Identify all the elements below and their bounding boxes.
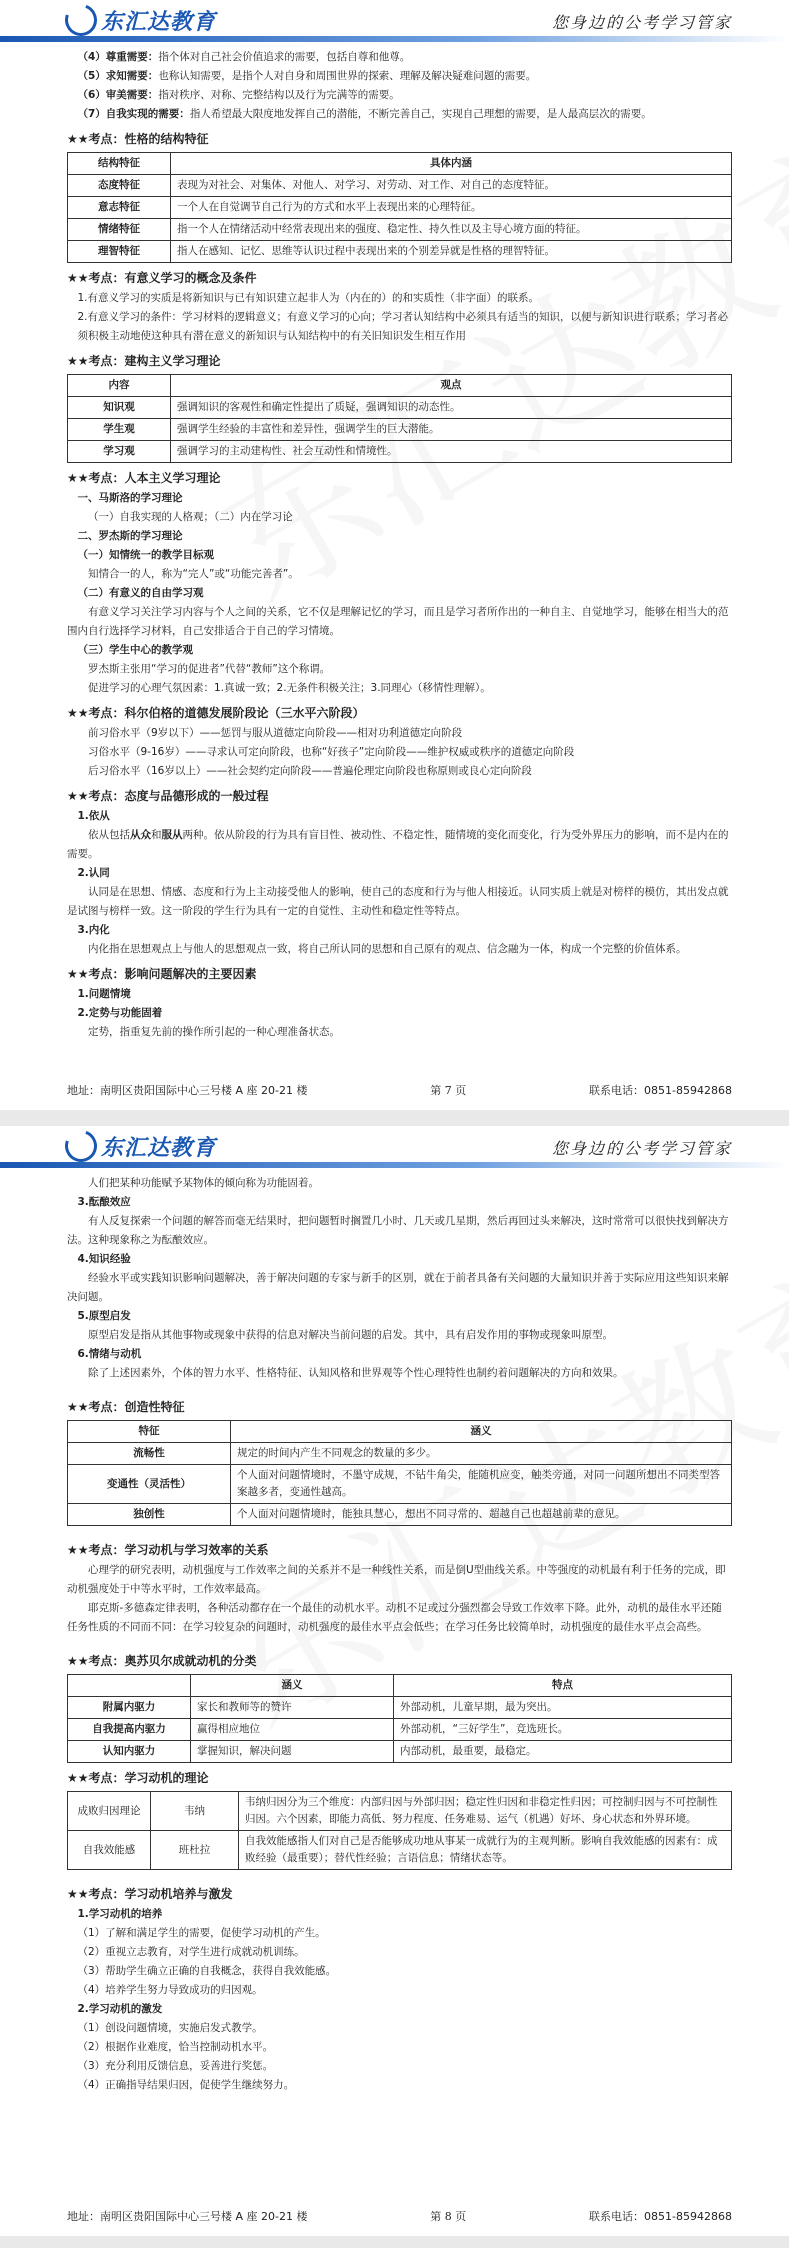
subheading: 2.认同 (77, 867, 110, 879)
page-number: 第 8 页 (430, 2210, 467, 2223)
paragraph: 原型启发是指从其他事物或现象中获得的信息对解决当前问题的启发。其中，具有启发作用的事物或现象叫原型。 (88, 1329, 613, 1341)
table-header (68, 1675, 191, 1697)
subheading: 一、马斯洛的学习理论 (77, 492, 183, 504)
table-row: 学生观 强调学生经验的丰富性和差异性，强调学生的巨大潜能。 (68, 419, 732, 441)
subheading: 1.问题情境 (77, 988, 131, 1000)
list-item: （1）了解和满足学生的需要，促使学习动机的产生。 (77, 1927, 326, 1939)
section-heading: ★★考点：建构主义学习理论 (67, 354, 221, 368)
list-item: （4）培养学生努力导致成功的归因观。 (77, 1984, 263, 1996)
footer-address: 地址：南明区贵阳国际中心三号楼 A 座 20-21 楼 (67, 2210, 308, 2223)
subheading: 1.学习动机的培养 (77, 1908, 163, 1920)
page-header (0, 0, 789, 40)
list-item: （2）根据作业难度，恰当控制动机水平。 (77, 2041, 274, 2053)
list-item: （2）重视立志教育，对学生进行成就动机训练。 (77, 1946, 305, 1958)
table-header: 观点 (171, 375, 732, 397)
paragraph: 知情合一的人，称为“完人”或“功能完善者”。 (88, 568, 299, 580)
paragraph: 罗杰斯主张用“学习的促进者”代替“教师”这个称谓。 (88, 663, 331, 675)
table-row: 情绪特征 指一个人在情绪活动中经常表现出来的强度、稳定性、持久性以及主导心境方面的特征。 (68, 219, 732, 241)
paragraph: 促进学习的心理气氛因素：1.真诚一致；2.无条件积极关注；3.同理心（移情性理解）。 (88, 682, 491, 694)
subheading: 3.内化 (77, 924, 110, 936)
section-heading: ★★考点：人本主义学习理论 (67, 471, 221, 485)
section-heading: ★★考点：影响问题解决的主要因素 (67, 967, 257, 981)
brand-logo (65, 6, 216, 34)
section-heading: ★★考点：有意义学习的概念及条件 (67, 271, 257, 285)
paragraph: 前习俗水平（9岁以下）——惩罚与服从道德定向阶段——相对功利道德定向阶段 (88, 727, 463, 739)
subheading: （二）有意义的自由学习观 (77, 587, 204, 599)
paragraph: 1.有意义学习的实质是将新知识与已有知识建立起非人为（内在的）的和实质性（非字面）的联系。 (77, 292, 540, 304)
page-content (67, 1174, 732, 2095)
need-item: （6）审美需要：指对秩序、对称、完整结构以及行为完满等的需要。 (77, 89, 400, 101)
subheading: 3.酝酿效应 (77, 1196, 131, 1208)
table-row: 自我效能感 班杜拉 自我效能感指人们对自己是否能够成功地从事某一成就行为的主观判断。影响自我效能感的因素有：成败经验（最重要）；替代性经验；言语信息；情绪状态等。 (68, 1831, 732, 1870)
paragraph: 除了上述因素外，个体的智力水平、性格特征、认知风格和世界观等个性心理特性也制约着问题解决的方向和效果。 (88, 1367, 624, 1379)
brand-name: 东汇达教育 (101, 8, 217, 35)
header-rule (0, 36, 789, 42)
table-row: 理智特征 指人在感知、记忆、思维等认识过程中表现出来的个别差异就是性格的理智特征。 (68, 241, 732, 263)
subheading: 2.定势与功能固着 (77, 1007, 163, 1019)
paragraph: 经验水平或实践知识影响问题解决，善于解决问题的专家与新手的区别，就在于前者具备有关问题的大量知识并善于实际应用这些知识来解决问题。 (67, 1272, 729, 1303)
paragraph: 人们把某种功能赋予某物体的倾向称为功能固着。 (88, 1177, 319, 1189)
ausubel-table (67, 1674, 732, 1763)
constructivism-table (67, 374, 732, 463)
table-row: 变通性（灵活性） 个人面对问题情境时，不墨守成规，不钻牛角尖，能随机应变，触类旁通，对同一问题所想出不同类型答案越多者，变通性越高。 (68, 1465, 732, 1504)
footer-phone: 联系电话：0851-85942868 (589, 1084, 732, 1097)
paragraph: 内化指在思想观点上与他人的思想观点一致，将自己所认同的思想和自己原有的观点、信念融为一体，构成一个完整的价值体系。 (88, 943, 687, 955)
slogan: 您身边的公考学习管家 (551, 13, 732, 32)
paragraph: 心理学的研究表明，动机强度与工作效率之间的关系并不是一种线性关系，而是倒U型曲线关系。中等强度的动机最有利于任务的完成，即动机强度处于中等水平时，工作效率最高。 (67, 1564, 726, 1595)
paragraph: 有人反复探索一个问题的解答而毫无结果时，把问题暂时搁置几小时、几天或几星期，然后再回过头来解决，这时常常可以很快找到解决方法。这种现象称之为酝酿效应。 (67, 1215, 729, 1246)
subheading: 4.知识经验 (77, 1253, 131, 1265)
table-row: 知识观 强调知识的客观性和确定性提出了质疑，强调知识的动态性。 (68, 397, 732, 419)
paragraph: 后习俗水平（16岁以上）——社会契约定向阶段——普遍伦理定向阶段也称原则或良心定向阶段 (88, 765, 532, 777)
section-heading: ★★考点：科尔伯格的道德发展阶段论（三水平六阶段） (67, 706, 365, 720)
table-row: 意志特征 一个人在自觉调节自己行为的方式和水平上表现出来的心理特征。 (68, 197, 732, 219)
section-heading: ★★考点：奥苏贝尔成就动机的分类 (67, 1654, 257, 1668)
table-row: 附属内驱力 家长和教师等的赞许 外部动机，儿童早期，最为突出。 (68, 1697, 732, 1719)
footer-address: 地址：南明区贵阳国际中心三号楼 A 座 20-21 楼 (67, 1084, 308, 1097)
subheading: 6.情绪与动机 (77, 1348, 142, 1360)
table-header: 特点 (394, 1675, 732, 1697)
need-item: （7）自我实现的需要：指人希望最大限度地发挥自己的潜能，不断完善自己，实现自己理想的需要，是人最高层次的需要。 (77, 108, 652, 120)
list-item: （4）正确指导结果归因，促使学生继续努力。 (77, 2079, 295, 2091)
header-rule (0, 1162, 789, 1168)
section-heading: ★★考点：学习动机培养与激发 (67, 1887, 233, 1901)
section-heading: ★★考点：学习动机与学习效率的关系 (67, 1543, 269, 1557)
paragraph: 习俗水平（9-16岁）——寻求认可定向阶段，也称“好孩子”定向阶段——维护权威或秩序的道德定向阶段 (88, 746, 575, 758)
paragraph: 定势，指重复先前的操作所引起的一种心理准备状态。 (88, 1026, 340, 1038)
table-header: 特征 (68, 1421, 231, 1443)
table-row: 自我提高内驱力 赢得相应地位 外部动机，“三好学生”，竞选班长。 (68, 1719, 732, 1741)
paragraph: 耶克斯-多德森定律表明，各种活动都存在一个最佳的动机水平。动机不足或过分强烈都会导致工作效率下降。此外，动机的最佳水平还随任务性质的不同而不同：在学习较复杂的问题时，动机强度的最佳水平点会低些；在学习任务比较简单时，动机强度的最佳水平点会高些。 (67, 1602, 722, 1633)
list-item: （3）充分利用反馈信息，妥善进行奖惩。 (77, 2060, 274, 2072)
table-header: 涵义 (191, 1675, 394, 1697)
page-content (67, 48, 732, 1042)
brand-name: 东汇达教育 (101, 1134, 217, 1161)
table-row: 学习观 强调学习的主动建构性、社会互动性和情境性。 (68, 441, 732, 463)
table-row: 认知内驱力 掌握知识，解决问题 内部动机，最重要，最稳定。 (68, 1741, 732, 1763)
section-heading: ★★考点：性格的结构特征 (67, 132, 209, 146)
paragraph: 依从包括从众和服从两种。依从阶段的行为具有盲目性、被动性、不稳定性，随情境的变化而变化，行为受外界压力的影响，而不是内在的需要。 (67, 829, 729, 860)
subheading: （三）学生中心的教学观 (77, 644, 193, 656)
page-7 (0, 0, 789, 1110)
table-row: 态度特征 表现为对社会、对集体、对他人、对学习、对劳动、对工作、对自己的态度特征。 (68, 175, 732, 197)
paragraph: （一）自我实现的人格观；（二）内在学习论 (88, 511, 293, 523)
page-footer (67, 2208, 732, 2224)
page-8 (0, 1126, 789, 2236)
table-header: 涵义 (231, 1421, 732, 1443)
need-item: （4）尊重需要：指个体对自己社会价值追求的需要，包括自尊和他尊。 (77, 51, 411, 63)
table-row: 独创性 个人面对问题情境时，能独具慧心，想出不同寻常的、超越自己也超越前辈的意见。 (68, 1504, 732, 1526)
table-header: 内容 (68, 375, 171, 397)
subheading: 二、罗杰斯的学习理论 (77, 530, 183, 542)
subheading: （一）知情统一的教学目标观 (77, 549, 214, 561)
personality-table (67, 152, 732, 263)
motivation-theory-table (67, 1791, 732, 1870)
subheading: 1.依从 (77, 810, 110, 822)
subheading: 2.学习动机的激发 (77, 2003, 163, 2015)
table-header: 结构特征 (68, 153, 171, 175)
section-heading: ★★考点：态度与品德形成的一般过程 (67, 789, 269, 803)
paragraph: 2.有意义学习的条件：学习材料的逻辑意义；有意义学习的心向；学习者认知结构中必须具有适当的知识，以便与新知识进行联系；学习者必须积极主动地使这种具有潜在意义的新知识与认知结构中的有关旧知识发生相互作用 (77, 311, 729, 342)
page-number: 第 7 页 (430, 1084, 467, 1097)
list-item: （1）创设问题情境，实施启发式教学。 (77, 2022, 263, 2034)
list-item: （3）帮助学生确立正确的自我概念，获得自我效能感。 (77, 1965, 337, 1977)
brand-logo (65, 1132, 216, 1160)
table-row: 成败归因理论 韦纳 韦纳归因分为三个维度：内部归因与外部归因；稳定性归因和非稳定性归因；可控制归因与不可控制性归因。六个因素，即能力高低、努力程度、任务难易、运气（机遇）好坏、身心状态和外界环境。 (68, 1792, 732, 1831)
page-footer (67, 1082, 732, 1098)
subheading: 5.原型启发 (77, 1310, 131, 1322)
page-header (0, 1126, 789, 1166)
section-heading: ★★考点：创造性特征 (67, 1400, 185, 1414)
table-row: 流畅性 规定的时间内产生不同观念的数量的多少。 (68, 1443, 732, 1465)
paragraph: 认同是在思想、情感、态度和行为上主动接受他人的影响，使自己的态度和行为与他人相接近。认同实质上就是对榜样的模仿，其出发点就是试图与榜样一致。这一阶段的学生行为具有一定的自觉性、主动性和稳定性等特点。 (67, 886, 729, 917)
need-item: （5）求知需要：也称认知需要，是指个人对自身和周围世界的探索、理解及解决疑难问题的需要。 (77, 70, 537, 82)
footer-phone: 联系电话：0851-85942868 (589, 2210, 732, 2223)
slogan: 您身边的公考学习管家 (551, 1139, 732, 1158)
table-header: 具体内涵 (171, 153, 732, 175)
paragraph: 有意义学习关注学习内容与个人之间的关系，它不仅是理解记忆的学习，而且是学习者所作出的一种自主、自觉地学习，能够在相当大的范围内自行选择学习材料，自己安排适合于自己的学习情境。 (67, 606, 729, 637)
section-heading: ★★考点：学习动机的理论 (67, 1771, 209, 1785)
creativity-table (67, 1420, 732, 1526)
